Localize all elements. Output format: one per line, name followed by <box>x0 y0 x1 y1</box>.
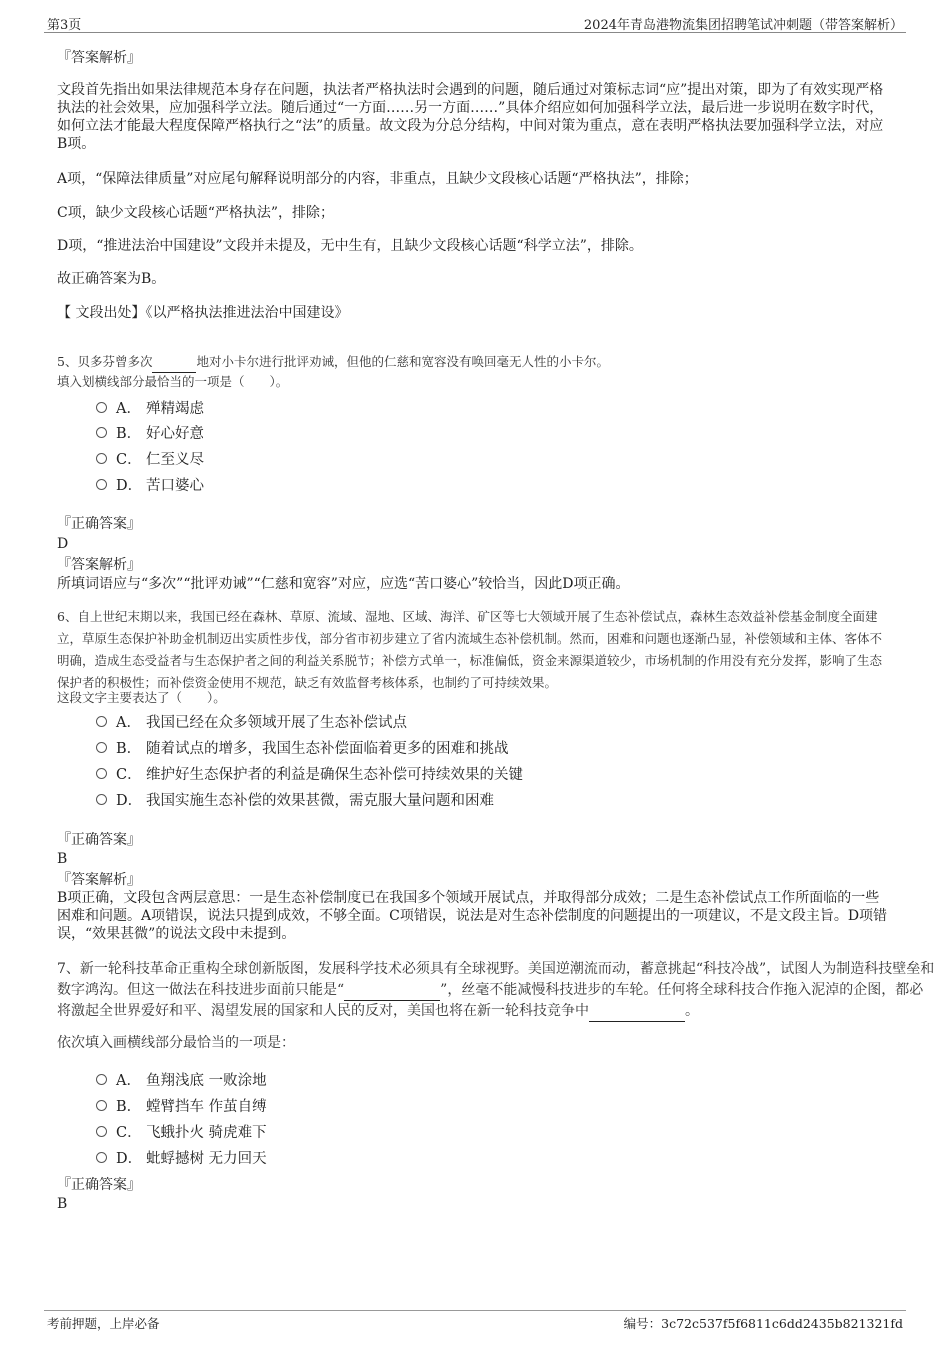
q7-stem-line2: 数字鸿沟。但这一做法在科技进步面前只能是“ ”，丝毫不能减慢科技进步的车轮。任何将全球科技合作拖入泥淖的企图，都必 <box>57 979 923 1001</box>
radio-icon[interactable] <box>96 768 107 779</box>
q5-stem <box>57 351 893 373</box>
radio-icon[interactable] <box>96 479 107 490</box>
q7-option-a[interactable]: A． 鱼翔浅底 一败涂地 <box>96 1068 267 1090</box>
q5-stem-pre: 5、贝多芬曾多次 <box>57 354 153 369</box>
q7-blank-1 <box>344 986 440 1001</box>
radio-icon[interactable] <box>96 794 107 805</box>
radio-icon[interactable] <box>96 1152 107 1163</box>
q7-answer: B <box>57 1196 68 1212</box>
q5-option-d[interactable]: D． 苦口婆心 <box>96 473 204 495</box>
q7-stem-line3: 将激起全世界爱好和平、渴望发展的国家和人民的反对，美国也将在新一轮科技竞争中 。 <box>57 1000 699 1022</box>
q7-correct-label: 『正确答案』 <box>57 1177 141 1193</box>
q5-stem-post: 地对小卡尔进行批评劝诫，但他的仁慈和宽容没有唤回毫无人性的小卡尔。 <box>196 354 609 369</box>
q6-analysis-label: 『答案解析』 <box>57 872 141 888</box>
q4-source: 【 文段出处】《以严格执法推进法治中国建设》 <box>57 305 349 321</box>
q6-correct-label: 『正确答案』 <box>57 832 141 848</box>
q5-correct-label: 『正确答案』 <box>57 516 141 532</box>
document-title: 2024年青岛港物流集团招聘笔试冲刺题（带答案解析） <box>583 18 903 33</box>
q6-answer: B <box>57 851 68 867</box>
radio-icon[interactable] <box>96 453 107 464</box>
radio-icon[interactable] <box>96 1074 107 1085</box>
q6-option-a[interactable]: A． 我国已经在众多领域开展了生态补偿试点 <box>96 710 407 732</box>
q5-option-b[interactable]: B． 好心好意 <box>96 421 204 443</box>
radio-icon[interactable] <box>96 742 107 753</box>
radio-icon[interactable] <box>96 402 107 413</box>
q5-analysis-label: 『答案解析』 <box>57 557 141 573</box>
q4-option-c-analysis: C项，缺少文段核心话题“严格执法”，排除； <box>57 205 335 221</box>
q7-option-c[interactable]: C． 飞蛾扑火 骑虎难下 <box>96 1120 267 1142</box>
q7-option-b[interactable]: B． 螳臂挡车 作茧自缚 <box>96 1094 267 1116</box>
q5-analysis: 所填词语应与“多次”“批评劝诫”“仁慈和宽容”对应，应选“苦口婆心”较恰当，因此D项正确。 <box>57 576 630 592</box>
q6-option-b[interactable]: B． 随着试点的增多，我国生态补偿面临着更多的困难和挑战 <box>96 736 509 758</box>
q5-option-c[interactable]: C． 仁至义尽 <box>96 447 204 469</box>
radio-icon[interactable] <box>96 1126 107 1137</box>
q7-option-d[interactable]: D． 蚍蜉撼树 无力回天 <box>96 1146 267 1168</box>
q5-option-a[interactable]: A． 殚精竭虑 <box>96 396 204 418</box>
footer-slogan: 考前押题，上岸必备 <box>47 1316 160 1331</box>
q6-option-c[interactable]: C． 维护好生态保护者的利益是确保生态补偿可持续效果的关键 <box>96 762 523 784</box>
q5-answer: D <box>57 536 69 552</box>
q4-option-d-analysis: D项，“推进法治中国建设”文段并未提及，无中生有，且缺少文段核心话题“科学立法”，排除。 <box>57 238 643 254</box>
q7-prompt: 依次填入画横线部分最恰当的一项是： <box>57 1035 295 1051</box>
page-footer <box>44 1310 906 1335</box>
q6-analysis: B项正确，文段包含两层意思：一是生态补偿制度已在我国多个领域开展试点，并取得部分成效；二是生态补偿试点工作所面临的一些困难和问题。A项错误，说法只提到成效，不够全面。C项错误，说法是对生态补偿制度的问题提出的一项建议，不是文段主旨。D项错误，“效果甚微”的说法文段中未提到。 <box>57 890 888 942</box>
radio-icon[interactable] <box>96 427 107 438</box>
q7-stem-line1: 7、新一轮科技革命正重构全球创新版图，发展科学技术必须具有全球视野。美国逆潮流而动，蓄意挑起“科技冷战”，试图人为制造科技壁垒和 <box>57 961 935 977</box>
q7-blank-2 <box>589 1007 685 1022</box>
q5-prompt: 填入划横线部分最恰当的一项是（ ）。 <box>57 374 289 389</box>
q4-analysis-para: 文段首先指出如果法律规范本身存在问题，执法者严格执法时会遇到的问题，随后通过对策标志词“应”提出对策，即为了有效实现严格执法的社会效果，应加强科学立法。随后通过“一方面……另一方面……”具体介绍应如何加强科学立法，最后进一步说明在数字时代，如何立法才能最大程度保障严格执行之“法”的质量。故文段为分总分结构，中间对策为重点，意在表明严格执法要加强科学立法，对应B项。 <box>57 82 884 152</box>
radio-icon[interactable] <box>96 716 107 727</box>
q4-analysis-label: 『答案解析』 <box>57 50 141 66</box>
q6-prompt: 这段文字主要表达了（ ）。 <box>57 690 226 705</box>
q4-option-a-analysis: A项，“保障法律质量”对应尾句解释说明部分的内容，非重点，且缺少文段核心话题“严格执法”，排除； <box>57 171 698 187</box>
footer-serial: 编号：3c72c537f5f6811c6dd2435b821321fd <box>623 1316 903 1331</box>
radio-icon[interactable] <box>96 1100 107 1111</box>
page-header <box>44 12 906 33</box>
q6-option-d[interactable]: D． 我国实施生态补偿的效果甚微，需克服大量问题和困难 <box>96 788 494 810</box>
q6-stem: 6、自上世纪末期以来，我国已经在森林、草原、流域、湿地、区域、海洋、矿区等七大领域开展了生态补偿试点，森林生态效益补偿基金制度全面建立，草原生态保护补助金机制迈出实质性步伐，部分省市初步建立了省内流域生态补偿机制。然而，困难和问题也逐渐凸显，补偿领域和主体、客体不明确，造成生态受益者与生态保护者之间的利益关系脱节；补偿方式单一，标准偏低，资金来源渠道较少，市场机制的作用没有充分发挥，影响了生态保护者的积极性；而补偿资金使用不规范，缺乏有效监督考核体系，也制约了可持续效果。 <box>57 609 883 690</box>
page-number: 第3页 <box>47 18 82 33</box>
q4-answer-conclusion: 故正确答案为B。 <box>57 271 166 287</box>
